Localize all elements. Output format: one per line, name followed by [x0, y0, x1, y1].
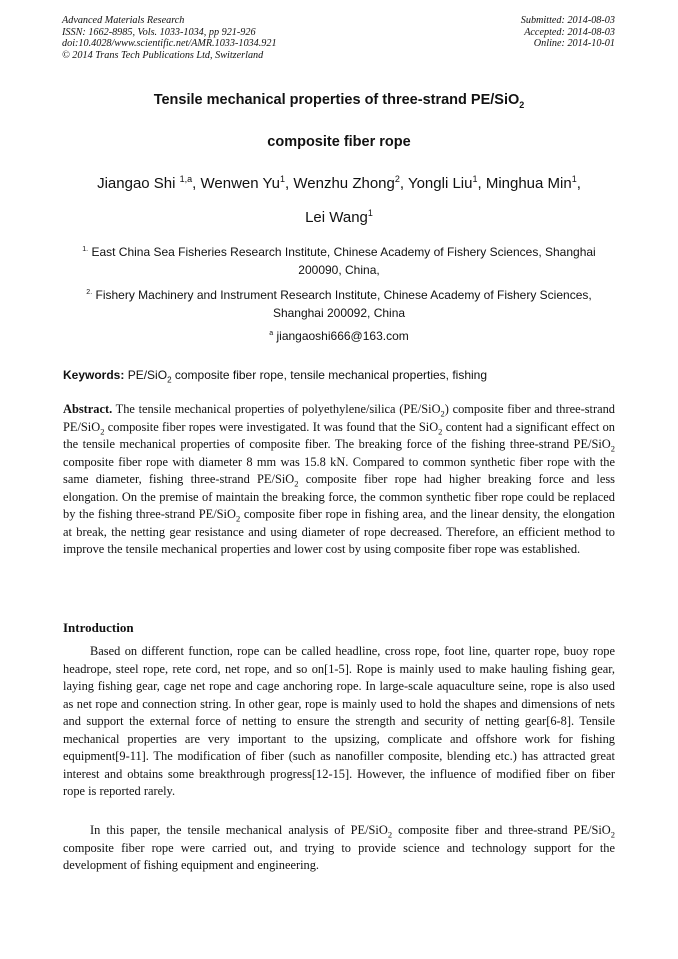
author-name: Jiangao Shi	[97, 175, 176, 192]
submitted-date: Submitted: 2014-08-03	[520, 15, 615, 26]
corresponding-email: $^a$ jiangaoshi666@163.com	[269, 329, 409, 343]
keywords: Keywords: PE/SiO$_2$ composite fiber rope, tensile mechanical properties, fishing	[63, 368, 488, 385]
author-name: Wenwen Yu	[200, 175, 281, 192]
author-name: Minghua Min	[485, 175, 572, 192]
author-name: Lei Wang	[305, 209, 368, 226]
publication-dates	[521, 15, 615, 50]
journal-header	[62, 15, 277, 61]
online-date: Online: 2014-10-01	[533, 38, 615, 49]
affiliation-2: $^{2.}$ Fishery Machinery and Instrument Research Institute, Chinese Academy of Fishery Sciences, Shanghai 200092, China	[86, 288, 592, 320]
section-heading-introduction: Introduction	[63, 620, 134, 635]
author-name: Wenzhu Zhong	[293, 175, 395, 192]
journal-copyright: © 2014 Trans Tech Publications Ltd, Switzerland	[62, 49, 264, 61]
introduction-paragraph-1: Based on different function, rope can be called headline, cross rope, foot line, quarter rope, buoy rope headrope, steel rope, rete cord, net rope, and so on[1-5]. Rope is mainly used to make hauling fishing gear, laying fishing gear, cage net rope and cage anchoring rope. In large-scale aquaculture seine, rope is also used as net rope and connection string. In other gear, rope is mainly used to hold the shapes and dimensions of nets and support the external force of netting to ensure the strength and security of netting gear[6-8]. Tensile mechanical properties are very important to the upsizing, complicate and offshore work for fishing equipment[9-11]. The modification of fiber (such as nanofiller composite, blending etc.) has attracted great interest and obtains some breakthrough progress[12-15]. However, the influence of modified fiber on fiber rope is reported rarely.	[63, 644, 615, 798]
author-list-line-2: Lei Wang$^1$	[305, 208, 373, 226]
accepted-date: Accepted: 2014-08-03	[524, 26, 615, 38]
paper-title-line-2: composite fiber rope	[267, 134, 411, 150]
author-name: Yongli Liu	[407, 175, 473, 192]
introduction-paragraph-2: In this paper, the tensile mechanical analysis of PE/SiO$_2$ composite fiber and three-strand PE/SiO$_2$ composite fiber rope were carried out, and trying to provide science and technology support for the development of fishing equipment and engineering.	[63, 823, 615, 872]
paper-title-line-1: Tensile mechanical properties of three-strand PE/SiO$_2$	[153, 92, 525, 110]
journal-name: Advanced Materials Research	[62, 15, 185, 26]
author-list-line-1: Jiangao Shi $^{1,a}$, Wenwen Yu$^1$, Wenzhu Zhong$^2$, Yongli Liu$^1$, Minghua Min$^1$,	[97, 174, 581, 192]
abstract: Abstract. The tensile mechanical properties of polyethylene/silica (PE/SiO$_2$) composite fiber and three-strand PE/SiO$_2$ composite fiber ropes were investigated. It was found that the SiO$_2$ content had a significant effect on the tensile mechanical properties of composite fiber. The breaking force of the fishing three-strand PE/SiO$_2$ composite fiber rope with diameter 8 mm was 15.8 kN. Compared to common synthetic fiber rope with the same diameter, fishing three-strand PE/SiO$_2$ composite fiber rope had higher breaking force and less elongation. On the premise of maintain the breaking force, the common synthetic fiber rope could be replaced by the fishing three-strand PE/SiO$_2$ composite fiber rope in fishing area, and the linear density, the elongation at break, the netting gear resistance and using diameter of rope decreased. Therefore, an efficient method to improve the tensile mechanical properties and lower cost by using composite fiber rope was established.	[63, 402, 616, 556]
journal-issn: ISSN: 1662-8985, Vols. 1033-1034, pp 921-926	[62, 26, 256, 38]
abstract-label: Abstract.	[63, 402, 113, 416]
keywords-label: Keywords:	[63, 368, 125, 382]
affiliation-1: $^{1.}$ East China Sea Fisheries Research Institute, Chinese Academy of Fishery Sciences, Shanghai 200090, China,	[82, 245, 596, 277]
journal-doi: doi:10.4028/www.scientific.net/AMR.1033-1034.921	[62, 38, 277, 49]
